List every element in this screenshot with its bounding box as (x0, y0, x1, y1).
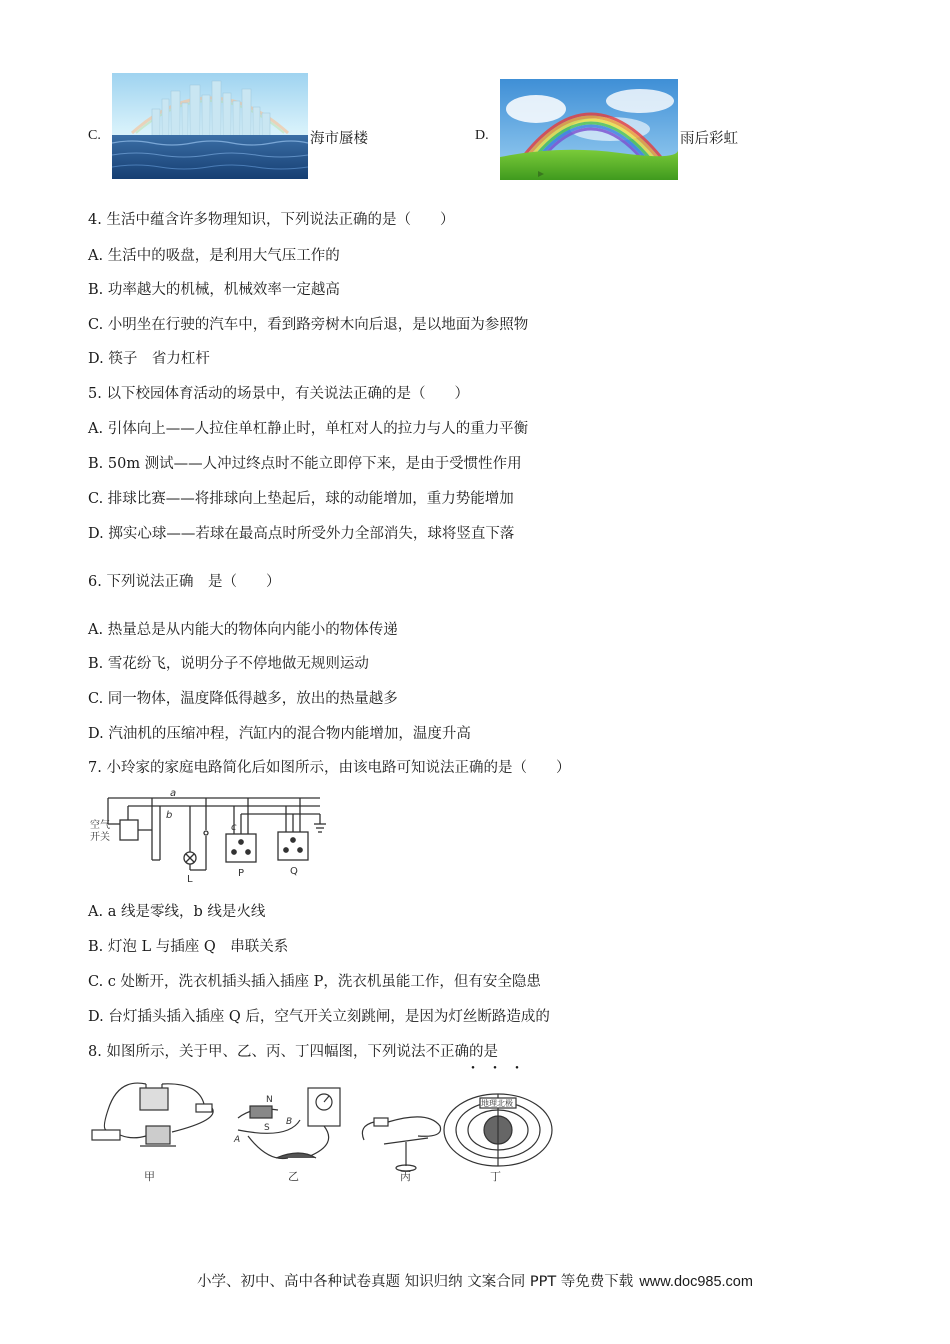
option-d-letter: D. (475, 128, 489, 143)
fig8-label-b: B (286, 1117, 293, 1127)
q7-option-d: D. 台灯插头插入插座 Q 后，空气开关立刻跳闸，是因为灯丝断路造成的 (88, 1009, 550, 1025)
fig8-label-geo-north: 地理北极 (481, 1099, 513, 1108)
fig7-label-c: c (231, 822, 237, 833)
q7-option-c: C. c 处断开，洗衣机插头插入插座 P，洗衣机虽能工作，但有安全隐患 (88, 974, 541, 990)
fig7-label-a: a (170, 790, 177, 799)
q8-emphasis-dots: ・・・ (466, 1061, 532, 1077)
option-c-label: 海市蜃楼 (310, 131, 368, 147)
fig8-label-n: N (266, 1095, 273, 1105)
q6-option-b: B. 雪花纷飞，说明分子不停地做无规则运动 (88, 656, 369, 672)
q7-stem: 7. 小玲家的家庭电路简化后如图所示，由该电路可知说法正确的是（ ） (88, 760, 571, 776)
footer-url[interactable]: www.doc985.com (639, 1274, 753, 1290)
q6-option-a: A. 热量总是从内能大的物体向内能小的物体传递 (88, 622, 398, 638)
fig8-label-bing: 丙 (400, 1170, 411, 1183)
q4-option-a: A. 生活中的吸盘，是利用大气压工作的 (88, 248, 340, 264)
q5-option-a: A. 引体向上——人拉住单杠静止时，单杠对人的拉力与人的重力平衡 (88, 421, 529, 437)
fig7-label-switch-bottom: 开关 (90, 832, 110, 843)
option-d-label: 雨后彩虹 (680, 131, 738, 147)
fig7-label-l: L (187, 874, 193, 885)
fig7-label-switch-top: 空气 (90, 820, 110, 831)
q4-option-c: C. 小明坐在行驶的汽车中，看到路旁树木向后退，是以地面为参照物 (88, 317, 529, 333)
q5-option-c: C. 排球比赛——将排球向上垫起后，球的动能增加，重力势能增加 (88, 491, 514, 507)
q8-stem: 8. 如图所示，关于甲、乙、丙、丁四幅图，下列说法不正确的是 (88, 1044, 498, 1060)
q5-option-d: D. 掷实心球——若球在最高点时所受外力全部消失，球将竖直下落 (88, 526, 515, 542)
q8-figures (88, 1080, 558, 1186)
fig8-label-s: S (264, 1123, 270, 1133)
fig8-label-ding: 丁 (490, 1170, 501, 1183)
q4-option-d: D. 筷子 省力杠杆 (88, 351, 210, 367)
q5-option-b: B. 50m 测试——人冲过终点时不能立即停下来，是由于受惯性作用 (88, 456, 522, 472)
q7-option-b: B. 灯泡 L 与插座 Q 串联关系 (88, 939, 289, 955)
page-footer (0, 1270, 950, 1291)
fig7-label-q: Q (290, 866, 298, 877)
mirage-image (112, 73, 308, 179)
q5-stem: 5. 以下校园体育活动的场景中，有关说法正确的是（ ） (88, 386, 469, 402)
q4-option-b: B. 功率越大的机械，机械效率一定越高 (88, 282, 340, 298)
q7-option-a: A. a 线是零线，b 线是火线 (88, 904, 266, 920)
q6-stem: 6. 下列说法正确 是（ ） (88, 574, 281, 590)
fig8-label-yi: 乙 (288, 1170, 299, 1183)
footer-text: 小学、初中、高中各种试卷真题 知识归纳 文案合同 PPT 等免费下载 (197, 1274, 634, 1290)
q6-option-c: C. 同一物体，温度降低得越多，放出的热量越多 (88, 691, 398, 707)
option-c-letter: C. (88, 128, 101, 143)
q6-option-d: D. 汽油机的压缩冲程，汽缸内的混合物内能增加，温度升高 (88, 726, 471, 742)
fig8-label-jia: 甲 (144, 1170, 155, 1183)
fig8-label-a: A (234, 1135, 241, 1145)
rainbow-image (500, 79, 678, 180)
circuit-diagram (88, 790, 338, 886)
q4-stem: 4. 生活中蕴含许多物理知识，下列说法正确的是（ ） (88, 212, 455, 228)
fig7-label-b: b (166, 810, 173, 821)
fig7-label-p: P (238, 868, 245, 879)
